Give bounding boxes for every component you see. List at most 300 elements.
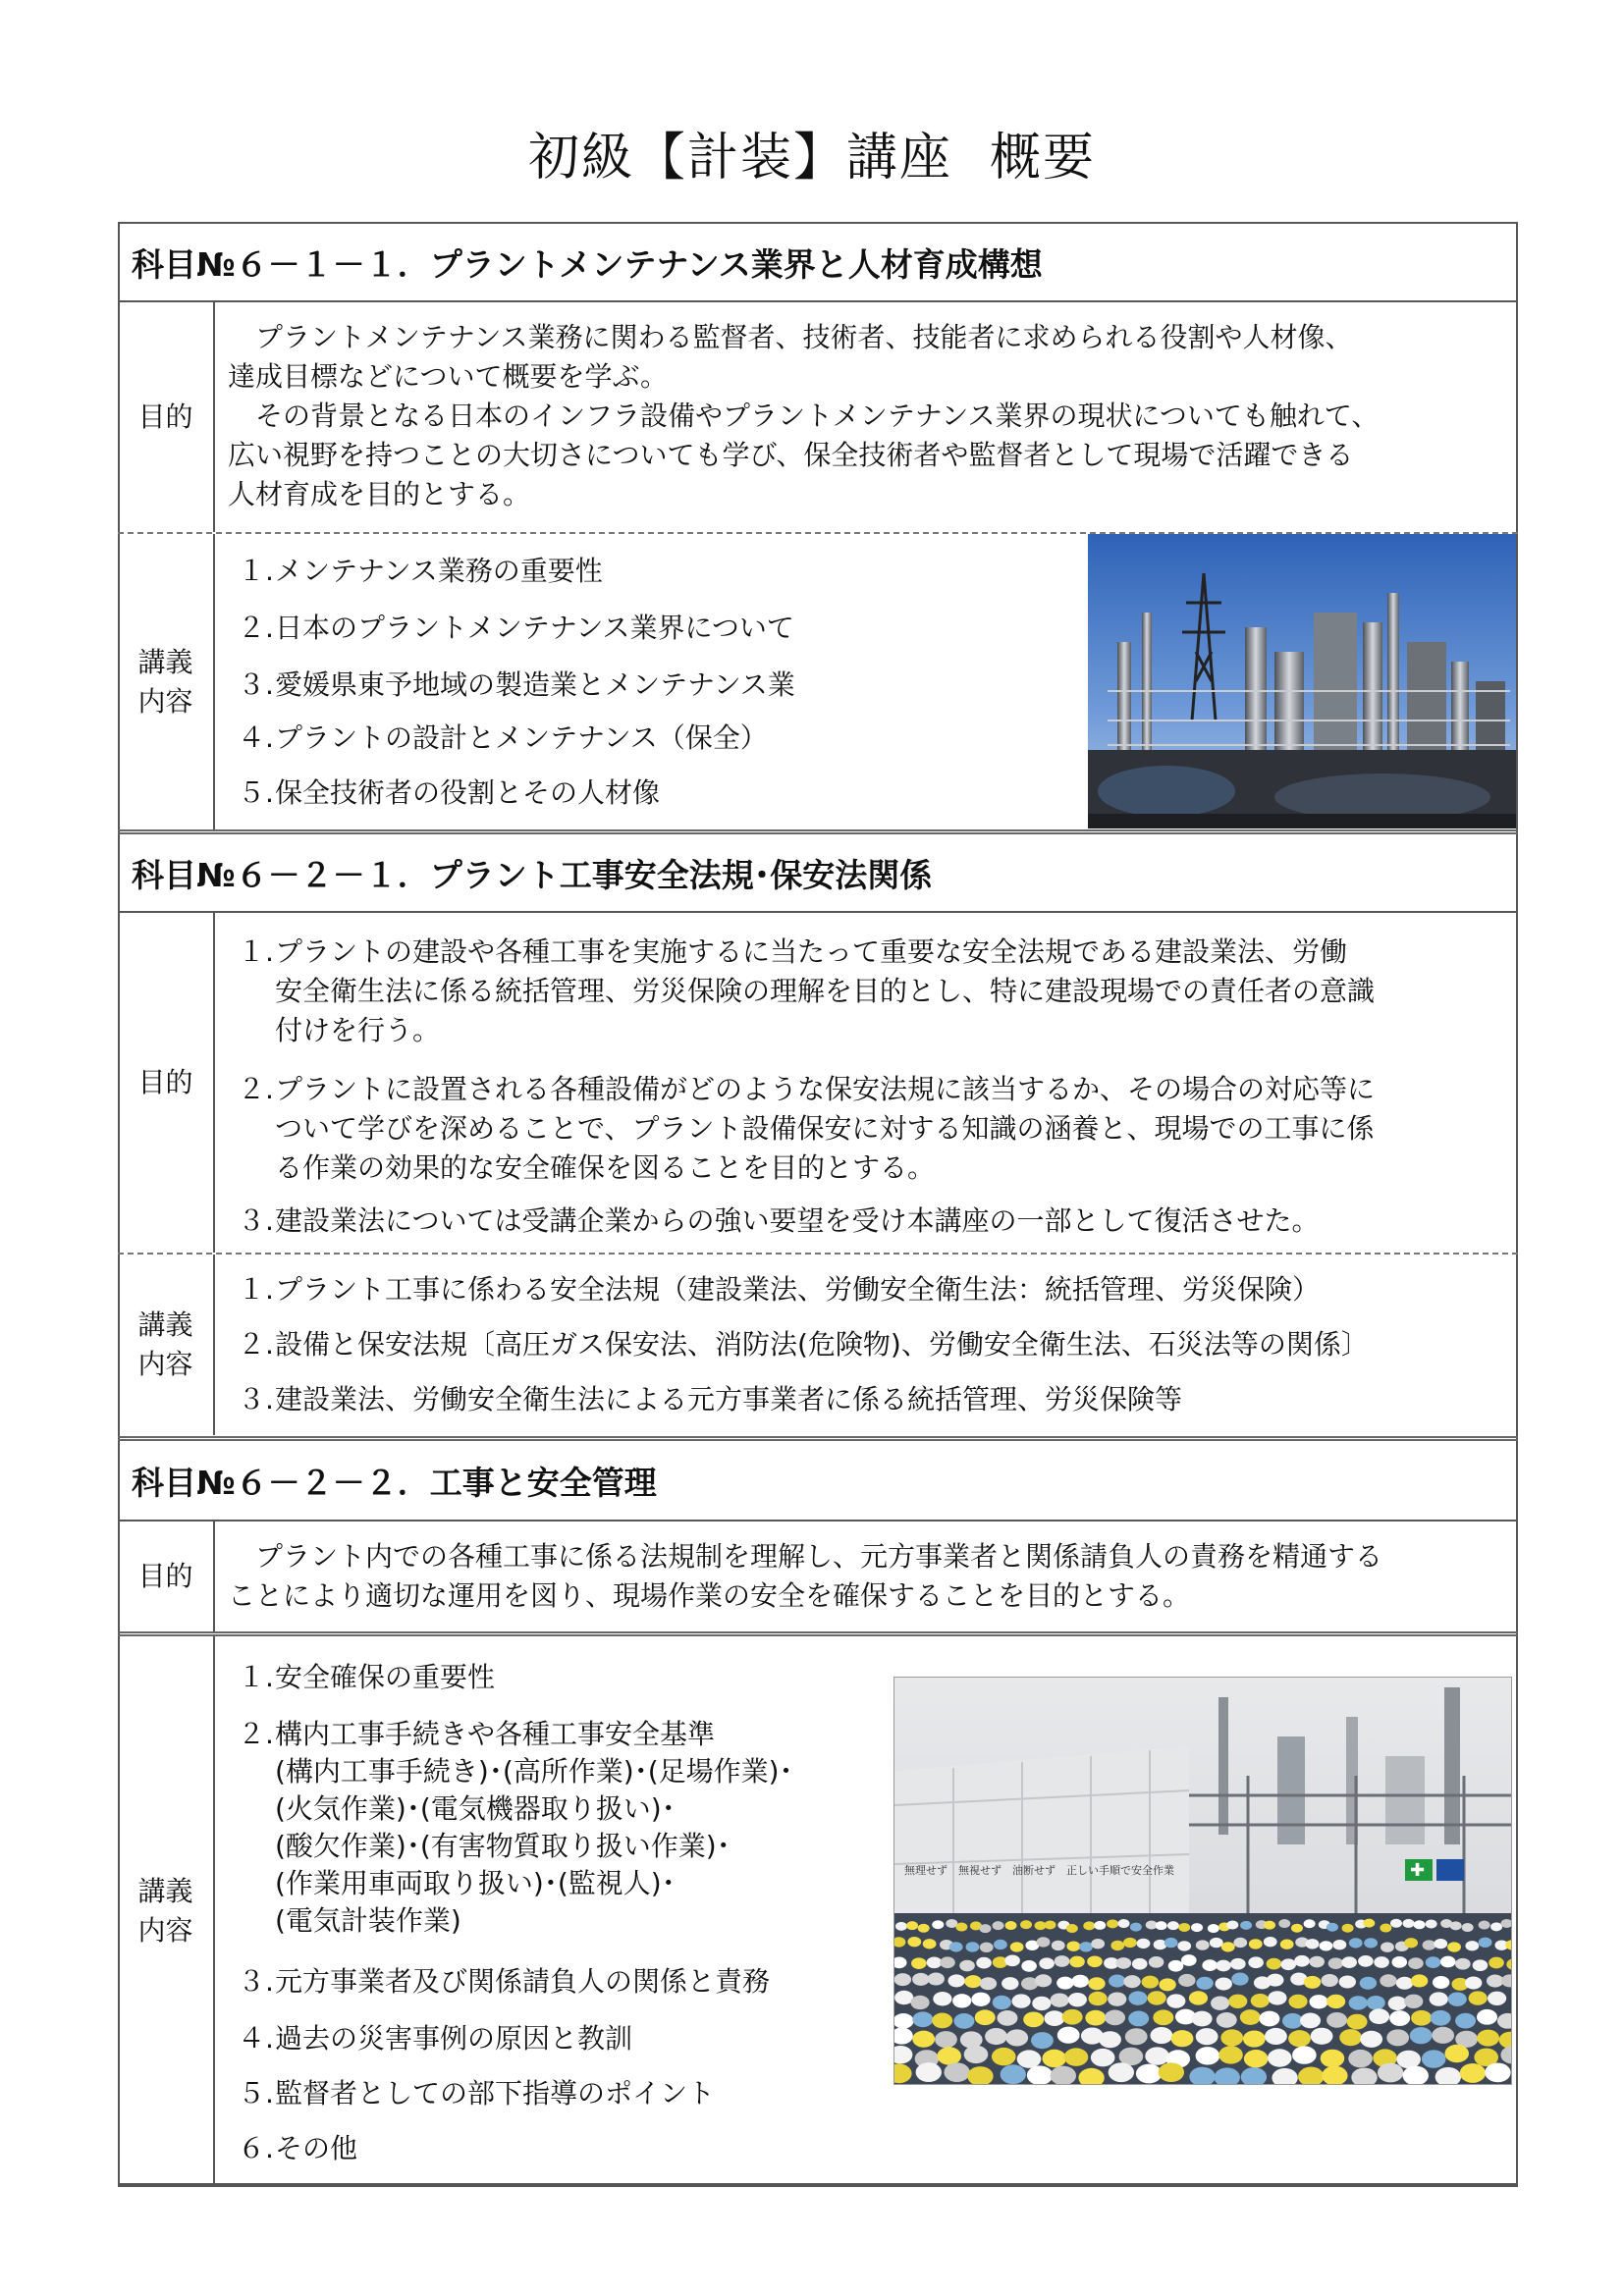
list-item bbox=[238, 1656, 495, 1695]
helmet-shape bbox=[935, 2031, 957, 2048]
helmet-shape bbox=[1240, 2009, 1261, 2025]
helmet-shape bbox=[1196, 2047, 1220, 2064]
label-text: 講義 bbox=[137, 1874, 193, 1907]
helmet-shape bbox=[1039, 1957, 1055, 1969]
helmet-shape bbox=[1123, 1938, 1137, 1948]
list-item bbox=[238, 550, 603, 589]
item-text: メンテナンス業務の重要性 bbox=[275, 555, 603, 587]
helmet-shape bbox=[1208, 1924, 1219, 1933]
helmet-shape bbox=[994, 1940, 1007, 1949]
label-text: 内容 bbox=[137, 685, 193, 718]
helmet-shape bbox=[940, 1956, 955, 1968]
helmet-shape bbox=[911, 1957, 927, 1969]
helmet-shape bbox=[1110, 1941, 1124, 1950]
helmet-shape bbox=[1267, 1974, 1283, 1987]
s2-content-row bbox=[118, 1255, 1518, 1435]
helmet-shape bbox=[1278, 1919, 1290, 1928]
helmet-shape bbox=[1404, 1995, 1423, 2008]
helmet-shape bbox=[1159, 2062, 1184, 2082]
list-item bbox=[238, 717, 768, 756]
list-item bbox=[238, 1378, 1182, 1417]
helmet-shape bbox=[1440, 1956, 1456, 1968]
helmet-shape bbox=[1055, 1955, 1070, 1967]
helmet-shape bbox=[1001, 2064, 1026, 2084]
purpose-item bbox=[238, 1200, 1319, 1239]
helmet-shape bbox=[980, 1977, 997, 1990]
item-number: ３. bbox=[238, 1383, 274, 1415]
item-text: プラント工事に係わる安全法規（建設業法、労働安全衛生法：統括管理、労災保険） bbox=[275, 1273, 1321, 1306]
safety-sign-text: 無理せず 無視せず 油断せず 正しい手順で安全作業 bbox=[904, 1864, 1174, 1877]
helmet-shape bbox=[964, 1975, 981, 1988]
item-number: ３. bbox=[238, 1204, 274, 1237]
helmet-shape bbox=[980, 1943, 994, 1952]
safety-meeting-photo bbox=[893, 1677, 1512, 2085]
helmet-shape bbox=[955, 1923, 967, 1932]
table-bottom bbox=[118, 2183, 1518, 2187]
helmet-shape bbox=[1181, 1954, 1197, 1966]
helmet-shape bbox=[1320, 1941, 1333, 1950]
helmet-shape bbox=[1118, 1919, 1130, 1928]
helmet-shape bbox=[1091, 2049, 1115, 2066]
helmet-shape bbox=[932, 2013, 952, 2029]
helmet-shape bbox=[1004, 1954, 1020, 1966]
helmet-shape bbox=[1066, 1942, 1080, 1951]
label-text: 講義 bbox=[137, 646, 193, 678]
helmet-shape bbox=[1321, 1974, 1337, 1987]
helmet-shape bbox=[1211, 1997, 1229, 2010]
helmet-shape bbox=[1125, 2028, 1148, 2045]
helmet-shape bbox=[1294, 1955, 1310, 1967]
helmet-shape bbox=[912, 2031, 935, 2048]
purpose-line: 広い視野を持つことの大切さについても学び、保全技術者や監督者として現場で活躍できる bbox=[228, 439, 1354, 471]
helmet-shape bbox=[1455, 1958, 1471, 1970]
helmet-shape bbox=[1469, 1991, 1488, 2004]
helmet-shape bbox=[1005, 2029, 1028, 2046]
helmet-shape bbox=[1288, 1995, 1307, 2008]
helmet-shape bbox=[1137, 1939, 1151, 1949]
helmet-shape bbox=[1168, 1960, 1184, 1972]
helmet-shape bbox=[1192, 2011, 1213, 2027]
s1-purpose-row bbox=[118, 302, 1518, 532]
helmet-shape bbox=[1196, 1940, 1210, 1949]
heading-text: 科目№６－２－２．工事と安全管理 bbox=[132, 1463, 657, 1502]
helmet-shape bbox=[1367, 1996, 1385, 2009]
helmet-shape bbox=[1050, 1993, 1068, 2006]
helmet-shape bbox=[1164, 1938, 1178, 1948]
purpose-line: その背景となる日本のインフラ設備やプラントメンテナンス業界の現状についても触れて、 bbox=[228, 400, 1380, 432]
item-text: 安全確保の重要性 bbox=[275, 1661, 496, 1693]
list-item bbox=[238, 772, 660, 811]
item-text: プラントの設計とメンテナンス（保全） bbox=[275, 721, 768, 754]
helmet-shape bbox=[1465, 1941, 1479, 1950]
helmet-shape bbox=[907, 1937, 921, 1947]
heading-text: 科目№６－１－１．プラントメンテナンス業界と人材育成構想 bbox=[132, 244, 1043, 284]
helmet-shape bbox=[1332, 1940, 1346, 1949]
helmet-shape bbox=[1088, 1992, 1107, 2005]
helmet-shape bbox=[1099, 2031, 1121, 2048]
helmet-shape bbox=[932, 1920, 944, 1929]
helmet-shape bbox=[1380, 1924, 1391, 1933]
item-number: ２. bbox=[238, 1328, 274, 1361]
helmet-shape bbox=[1304, 1976, 1321, 1989]
helmet-shape bbox=[1145, 2047, 1169, 2064]
item-number: ２. bbox=[238, 612, 274, 644]
helmet-shape bbox=[1107, 1919, 1118, 1928]
helmet-shape bbox=[1217, 2012, 1237, 2028]
item-number: １. bbox=[238, 1661, 274, 1693]
helmet-shape bbox=[1404, 1938, 1418, 1948]
helmet-shape bbox=[1414, 1920, 1426, 1929]
sub-item: (構内工事手続き)･(高所作業)･(足場作業)･ bbox=[275, 1755, 793, 1788]
purpose-line: る作業の効果的な安全確保を図ることを目的とする。 bbox=[275, 1151, 936, 1184]
item-text: プラントの建設や各種工事を実施するに当たって重要な安全法規である建設業法、労働 bbox=[275, 935, 1348, 968]
helmet-shape bbox=[1450, 1921, 1462, 1930]
helmet-shape bbox=[912, 2011, 933, 2027]
helmet-shape bbox=[1233, 1938, 1247, 1948]
helmet-shape bbox=[1386, 2029, 1409, 2046]
helmet-shape bbox=[1017, 2050, 1042, 2067]
helmet-shape bbox=[1231, 1973, 1248, 1986]
helmet-shape bbox=[1291, 1924, 1303, 1933]
helmet-shape bbox=[1455, 2013, 1476, 2029]
title-main: 初級【計装】講座 bbox=[527, 129, 952, 187]
list-item bbox=[238, 1323, 1369, 1362]
helmet-shape bbox=[1487, 1975, 1503, 1988]
helmet-shape bbox=[1380, 1943, 1394, 1952]
helmet-shape bbox=[997, 2010, 1017, 2026]
helmet-shape bbox=[1057, 2027, 1080, 2044]
helmet-shape bbox=[976, 1957, 992, 1969]
item-text: 過去の災害事例の原因と教訓 bbox=[275, 2022, 633, 2055]
label-text: 目的 bbox=[137, 1066, 193, 1098]
helmet-shape bbox=[923, 1939, 937, 1949]
helmet-shape bbox=[894, 1991, 913, 2004]
helmet-shape bbox=[1408, 1957, 1424, 1969]
helmet-shape bbox=[1264, 1921, 1275, 1930]
helmet-shape bbox=[1123, 1975, 1140, 1988]
helmet-shape bbox=[1005, 1921, 1017, 1930]
helmet-shape bbox=[1268, 2049, 1292, 2066]
svg-text:✚: ✚ bbox=[1410, 1860, 1426, 1881]
helmet-shape bbox=[1240, 1921, 1252, 1930]
helmet-shape bbox=[1069, 1956, 1085, 1968]
helmet-shape bbox=[1265, 2028, 1287, 2045]
helmet-shape bbox=[912, 1973, 929, 1986]
purpose-line: 安全衛生法に係る統括管理、労災保険の理解を目的とし、特に建設現場での責任者の意識 bbox=[275, 975, 1376, 1007]
item-number: ４. bbox=[238, 2022, 274, 2055]
item-text: 日本のプラントメンテナンス業界について bbox=[275, 612, 794, 644]
helmet-shape bbox=[1091, 1939, 1105, 1949]
helmet-shape bbox=[1220, 2029, 1243, 2046]
item-number: ４. bbox=[238, 721, 274, 754]
item-text: 建設業法については受講企業からの強い要望を受け本講座の一部として復活させた。 bbox=[275, 1204, 1320, 1237]
helmet-shape bbox=[1230, 1958, 1246, 1970]
helmet-shape bbox=[1248, 1956, 1264, 1968]
item-number: ３. bbox=[238, 668, 274, 701]
helmet-shape bbox=[1311, 2028, 1333, 2045]
helmet-shape bbox=[1488, 1992, 1506, 2005]
helmet-shape bbox=[1300, 2013, 1321, 2029]
label-text: 内容 bbox=[137, 1913, 193, 1947]
helmet-shape bbox=[1068, 1993, 1087, 2006]
helmet-shape bbox=[1210, 1938, 1223, 1948]
helmet-shape bbox=[1052, 1941, 1065, 1950]
helmet-shape bbox=[975, 2009, 996, 2025]
helmet-shape bbox=[1288, 2030, 1311, 2047]
helmet-shape bbox=[1062, 2009, 1083, 2025]
helmet-shape bbox=[1108, 1992, 1126, 2005]
helmet-shape bbox=[1196, 1977, 1213, 1990]
helmet-shape bbox=[1136, 2064, 1162, 2084]
helmet-shape bbox=[1489, 1957, 1504, 1969]
helmet-shape bbox=[1042, 2050, 1066, 2067]
item-text: その他 bbox=[275, 2132, 358, 2164]
helmet-shape bbox=[895, 1922, 907, 1931]
helmet-shape bbox=[993, 1921, 1004, 1930]
helmet-shape bbox=[894, 1973, 911, 1986]
s2-purpose-row bbox=[118, 913, 1518, 1253]
helmet-shape bbox=[1216, 1978, 1232, 1991]
list-item bbox=[238, 664, 795, 703]
helmet-shape bbox=[1150, 2027, 1172, 2044]
helmet-shape bbox=[1411, 2010, 1432, 2026]
helmet-shape bbox=[1226, 1920, 1238, 1929]
helmet-shape bbox=[1282, 2013, 1303, 2029]
helmet-shape bbox=[1388, 1997, 1407, 2010]
subject-6-2-2-heading bbox=[118, 1441, 1518, 1522]
helmet-shape bbox=[1020, 1920, 1032, 1929]
item-text: 設備と保安法規〔高圧ガス保安法、消防法(危険物)、労働安全衛生法、石災法等の関係〕 bbox=[275, 1328, 1369, 1361]
helmet-shape bbox=[1085, 2010, 1106, 2026]
helmet-shape bbox=[1010, 1942, 1024, 1951]
item-text: 建設業法、労働安全衛生法による元方事業者に係る統括管理、労災保険等 bbox=[275, 1383, 1183, 1415]
s3-purpose-row bbox=[118, 1522, 1518, 1631]
helmet-shape bbox=[910, 1996, 929, 2009]
helmet-shape bbox=[1280, 1958, 1296, 1970]
helmet-shape bbox=[1465, 1977, 1482, 1990]
helmet-shape bbox=[1326, 1995, 1345, 2008]
helmet-shape bbox=[1196, 2028, 1218, 2045]
item-text: 愛媛県東予地域の製造業とメンテナンス業 bbox=[275, 668, 795, 701]
helmet-shape bbox=[1490, 1922, 1502, 1931]
helmet-shape bbox=[1268, 1991, 1286, 2004]
helmet-shape bbox=[1216, 1960, 1231, 1972]
purpose-line: ことにより適切な運用を図り、現場作業の安全を確保することを目的とする。 bbox=[228, 1579, 1191, 1612]
helmet-shape bbox=[1228, 1995, 1247, 2008]
helmet-shape bbox=[1360, 1977, 1377, 1990]
item-number: ２. bbox=[238, 1073, 274, 1105]
item-text: 元方事業者及び関係請負人の関係と責務 bbox=[275, 1965, 771, 1998]
helmet-shape bbox=[1341, 1956, 1357, 1968]
list-item bbox=[238, 2127, 357, 2166]
helmet-shape bbox=[1430, 1992, 1448, 2005]
helmet-shape bbox=[1462, 1923, 1474, 1932]
helmet-shape bbox=[927, 1956, 943, 1968]
helmet-shape bbox=[1105, 2009, 1125, 2025]
helmet-shape bbox=[928, 1972, 945, 1985]
helmet-shape bbox=[1037, 1937, 1051, 1947]
helmet-shape bbox=[1321, 2050, 1345, 2067]
helmet-shape bbox=[1342, 1924, 1354, 1933]
helmet-shape bbox=[933, 1992, 951, 2005]
label-text: 目的 bbox=[137, 400, 193, 433]
helmet-shape bbox=[1267, 1958, 1282, 1970]
helmet-shape bbox=[1109, 1975, 1125, 1988]
helmet-shape bbox=[1447, 1942, 1461, 1951]
purpose-item bbox=[238, 1068, 1375, 1107]
helmet-shape bbox=[918, 1924, 930, 1933]
helmet-shape bbox=[1339, 2029, 1362, 2046]
helmet-shape bbox=[1251, 1994, 1270, 2007]
helmet-shape bbox=[1360, 2031, 1382, 2048]
helmet-shape bbox=[916, 2062, 942, 2082]
helmet-shape bbox=[1422, 2050, 1446, 2067]
helmet-shape bbox=[1426, 1956, 1441, 1968]
helmet-shape bbox=[1178, 1974, 1195, 1987]
helmet-shape bbox=[1044, 1920, 1056, 1929]
helmet-shape bbox=[1035, 1974, 1052, 1987]
helmet-shape bbox=[1142, 1976, 1159, 1989]
helmet-shape bbox=[1378, 2063, 1403, 2083]
item-text: 保全技術者の役割とその人材像 bbox=[275, 776, 661, 809]
helmet-shape bbox=[1477, 2030, 1499, 2047]
subject-6-1-1-heading bbox=[118, 224, 1518, 302]
helmet-shape bbox=[1364, 1938, 1378, 1948]
helmet-shape bbox=[966, 1942, 980, 1951]
helmet-shape bbox=[1433, 1976, 1449, 1989]
item-text: 構内工事手続きや各種工事安全基準 bbox=[275, 1718, 716, 1750]
s3-purpose-text bbox=[228, 1537, 1500, 1616]
helmet-shape bbox=[1032, 1997, 1051, 2010]
helmet-shape bbox=[944, 2062, 969, 2082]
helmet-shape bbox=[1304, 1919, 1316, 1928]
purpose-line: プラントメンテナンス業務に関わる監督者、技術者、技能者に求められる役割や人材像、 bbox=[228, 321, 1353, 353]
purpose-label bbox=[118, 1522, 215, 1631]
helmet-shape bbox=[1202, 1959, 1218, 1971]
helmet-shape bbox=[1448, 1992, 1467, 2005]
list-item bbox=[238, 1960, 770, 2000]
helmet-shape bbox=[1460, 2063, 1486, 2083]
helmet-shape bbox=[1156, 1921, 1167, 1930]
helmet-shape bbox=[1328, 1957, 1344, 1969]
purpose-line: ついて学びを深めることで、プラント設備保安に対する知識の涵養と、現場での工事に係 bbox=[275, 1112, 1375, 1145]
helmet-shape bbox=[1396, 2051, 1421, 2068]
helmet-shape bbox=[1326, 2012, 1347, 2028]
helmet-shape bbox=[1390, 1919, 1402, 1928]
helmet-shape bbox=[947, 1974, 964, 1987]
item-number: １. bbox=[238, 1273, 274, 1306]
helmet-shape bbox=[1348, 2050, 1373, 2067]
helmet-shape bbox=[971, 1993, 990, 2006]
item-number: ２. bbox=[238, 1718, 274, 1750]
helmet-shape bbox=[1109, 2062, 1134, 2082]
helmet-shape bbox=[1431, 2010, 1451, 2026]
helmet-shape bbox=[1432, 2027, 1454, 2044]
helmet-shape bbox=[952, 1994, 971, 2007]
helmet-shape bbox=[1259, 2011, 1279, 2027]
helmet-shape bbox=[1044, 2010, 1064, 2026]
helmet-shape bbox=[1264, 1937, 1277, 1947]
item-number: １. bbox=[238, 555, 274, 587]
item-number: ６. bbox=[238, 2132, 274, 2164]
helmet-shape bbox=[1218, 2046, 1243, 2063]
helmet-shape bbox=[1130, 1923, 1142, 1932]
helmet-shape bbox=[1479, 1921, 1490, 1930]
helmet-shape bbox=[1403, 1919, 1415, 1928]
helmet-shape bbox=[1088, 1977, 1105, 1990]
helmet-shape bbox=[1094, 1921, 1106, 1930]
helmet-shape bbox=[1389, 2010, 1410, 2026]
label-text: 内容 bbox=[137, 1348, 193, 1380]
list-item bbox=[238, 2017, 632, 2056]
helmet-shape bbox=[959, 1960, 975, 1972]
helmet-shape bbox=[1249, 1939, 1263, 1949]
helmet-shape bbox=[953, 2013, 974, 2029]
helmet-shape bbox=[1306, 1939, 1320, 1949]
helmet-shape bbox=[1178, 1923, 1190, 1932]
item-number: ３. bbox=[238, 1965, 274, 1998]
helmet-shape bbox=[1243, 2031, 1266, 2048]
helmet-shape bbox=[1116, 1957, 1132, 1969]
helmet-shape bbox=[1309, 1956, 1325, 1968]
helmet-shape bbox=[993, 1996, 1011, 2009]
list-item bbox=[238, 1713, 715, 1752]
helmet-shape bbox=[1071, 1975, 1088, 1988]
purpose-line: プラント内での各種工事に係る法規制を理解し、元方事業者と関係請負人の責務を精通する bbox=[228, 1540, 1383, 1573]
helmet-shape bbox=[1064, 2048, 1089, 2065]
helmet-shape bbox=[1021, 1960, 1037, 1972]
purpose-line: 付けを行う。 bbox=[275, 1014, 441, 1046]
purpose-item bbox=[238, 931, 1347, 970]
list-item bbox=[238, 2072, 715, 2111]
subject-6-2-1-heading bbox=[118, 834, 1518, 913]
helmet-shape bbox=[906, 1921, 918, 1930]
helmet-shape bbox=[980, 1924, 992, 1933]
helmet-shape bbox=[1380, 1974, 1396, 1987]
helmet-shape bbox=[1011, 1994, 1030, 2007]
list-item bbox=[238, 607, 794, 646]
plant-photo bbox=[1088, 534, 1516, 828]
helmet-shape bbox=[1292, 2046, 1317, 2063]
item-number: ５. bbox=[238, 776, 274, 809]
helmet-shape bbox=[1349, 1938, 1363, 1948]
title-sub: 概要 bbox=[990, 129, 1097, 187]
helmet-shape bbox=[1177, 1941, 1191, 1950]
s1-purpose-text bbox=[228, 318, 1500, 514]
helmet-shape bbox=[1167, 1921, 1179, 1930]
label-text: 講義 bbox=[137, 1308, 193, 1341]
helmet-shape bbox=[960, 2031, 983, 2048]
helmet-shape bbox=[1189, 1991, 1208, 2004]
helmet-shape bbox=[1244, 2050, 1269, 2067]
purpose-label bbox=[118, 913, 215, 1253]
helmet-shape bbox=[1031, 2032, 1054, 2049]
helmet-shape bbox=[1309, 1995, 1327, 2008]
helmet-shape bbox=[1159, 1978, 1175, 1991]
helmet-shape bbox=[1411, 1974, 1428, 1987]
helmet-shape bbox=[1339, 1975, 1356, 1988]
helmet-shape bbox=[964, 2046, 989, 2063]
list-item bbox=[238, 1268, 1320, 1308]
helmet-shape bbox=[1280, 1940, 1294, 1949]
helmet-shape bbox=[1349, 1996, 1368, 2009]
helmet-shape bbox=[1477, 2009, 1497, 2025]
helmet-shape bbox=[1347, 2014, 1368, 2030]
page-title bbox=[0, 116, 1624, 189]
helmet-shape bbox=[992, 2048, 1016, 2065]
helmet-shape bbox=[949, 1942, 963, 1951]
helmet-shape bbox=[1374, 1956, 1389, 1968]
